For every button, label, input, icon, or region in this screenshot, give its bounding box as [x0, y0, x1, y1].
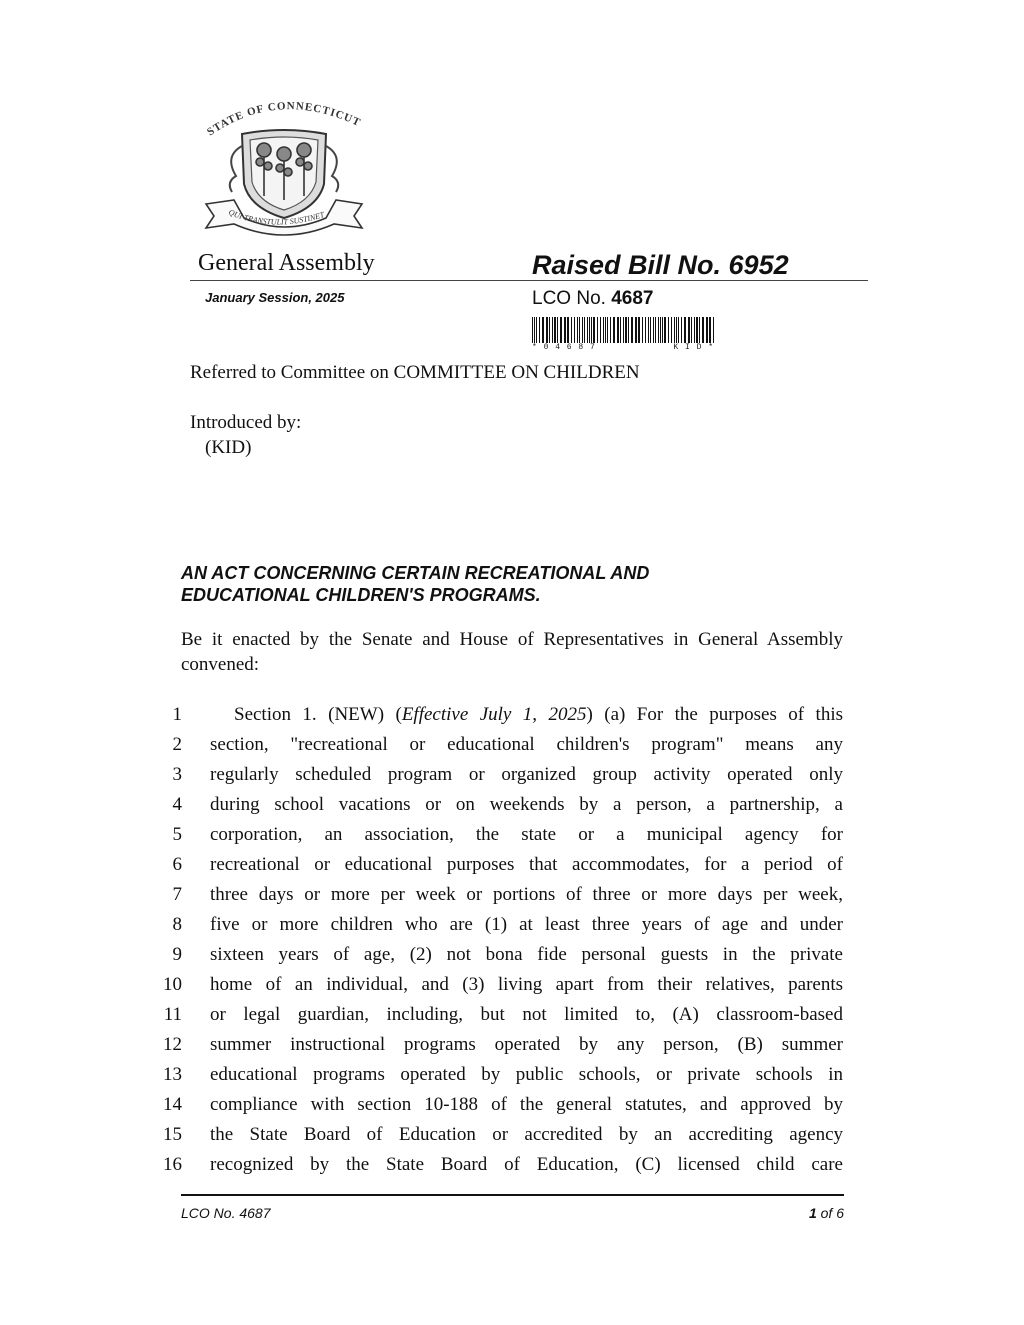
barcode-bar: [645, 317, 646, 343]
seal-top-text: STATE OF CONNECTICUT: [205, 100, 363, 139]
barcode-bar: [546, 317, 548, 343]
committee-referral: Referred to Committee on COMMITTEE ON CHILDREN: [190, 362, 640, 383]
line-text: regularly scheduled program or organized group activity operated only: [210, 764, 843, 785]
barcode-bar: [625, 317, 627, 343]
barcode-bar: [623, 317, 624, 343]
line-text: three days or more per week or portions of three or more days per week,: [210, 884, 843, 905]
act-title: [181, 562, 741, 606]
bill-line: [150, 1002, 850, 1032]
barcode-bar: [681, 317, 682, 343]
line-text: or legal guardian, including, but not limited to, (A) classroom-based: [210, 1004, 843, 1025]
barcode-bar: [691, 317, 692, 343]
barcode-bar: [688, 317, 690, 343]
barcode-bar: [684, 317, 686, 343]
session-label: January Session, 2025: [205, 290, 345, 305]
barcode-bar: [610, 317, 611, 343]
barcode-bar: [699, 317, 700, 343]
barcode-bar: [577, 317, 578, 343]
barcode-bar: [557, 317, 558, 343]
act-title-line-2: EDUCATIONAL CHILDREN'S PROGRAMS.: [181, 585, 541, 605]
line-text: five or more children who are (1) at least three years of age and under: [210, 914, 843, 935]
page-total: of 6: [820, 1205, 844, 1221]
page-number: 1: [808, 1205, 817, 1221]
bill-line: [150, 852, 850, 882]
header-divider: [190, 280, 868, 281]
bill-text: [150, 702, 850, 1182]
barcode-bar: [642, 317, 643, 343]
barcode-bar: [662, 317, 663, 343]
line-number: 15: [163, 1124, 182, 1145]
line-number: 13: [163, 1064, 182, 1085]
barcode-bar: [628, 317, 629, 343]
barcode-bar: [554, 317, 556, 343]
line-text: home of an individual, and (3) living apart from their relatives, parents: [210, 974, 843, 995]
barcode-caption: [532, 343, 714, 352]
bill-line: [150, 912, 850, 942]
barcode-bar: [536, 317, 537, 343]
connecticut-state-seal: [198, 96, 370, 244]
bill-line: [150, 972, 850, 1002]
barcode-bar: [655, 317, 656, 343]
barcode-bar: [668, 317, 669, 343]
bill-number: Raised Bill No. 6952: [532, 250, 789, 280]
barcode-bar: [713, 317, 714, 343]
bill-line: [150, 822, 850, 852]
lco-number: [532, 288, 653, 310]
barcode-bar: [534, 317, 535, 343]
barcode-bar: [584, 317, 585, 343]
general-assembly-label: General Assembly: [198, 250, 375, 276]
bill-line: [150, 1092, 850, 1122]
barcode-bar: [696, 317, 698, 343]
barcode-bar: [597, 317, 598, 343]
barcode-bar: [567, 317, 569, 343]
bill-line: [150, 1062, 850, 1092]
page-indicator: [744, 1205, 844, 1221]
line-text: recognized by the State Board of Education, (C) licensed child care: [210, 1154, 843, 1175]
barcode-bar: [709, 317, 711, 343]
footer-divider: [181, 1194, 844, 1196]
barcode-bar: [648, 317, 649, 343]
barcode-caption-left: * 0 4 6 8 7: [532, 343, 596, 352]
line-text: compliance with section 10-188 of the general statutes, and approved by: [210, 1094, 843, 1115]
seal-motto: QUI TRANSTULIT SUSTINET: [227, 207, 326, 227]
lco-prefix: LCO No.: [532, 288, 606, 309]
barcode-bar: [582, 317, 583, 343]
barcode-bar: [664, 317, 666, 343]
barcode-bar: [617, 317, 619, 343]
effective-date: Effective July 1, 2025: [401, 704, 587, 725]
line-text: during school vacations or on weekends by a person, a partnership, a: [210, 794, 843, 815]
bill-line: [150, 732, 850, 762]
barcode-bar: [607, 317, 608, 343]
bill-line: [150, 702, 850, 732]
barcode-bar: [560, 317, 562, 343]
bill-line: [150, 1152, 850, 1182]
barcode-bar: [603, 317, 604, 343]
bill-line: [150, 942, 850, 972]
barcode-bar: [587, 317, 588, 343]
barcode-bar: [574, 317, 575, 343]
barcode-bar: [671, 317, 672, 343]
line-text: sixteen years of age, (2) not bona fide personal guests in the private: [210, 944, 843, 965]
bill-line: [150, 882, 850, 912]
bill-line: [150, 1122, 850, 1152]
barcode-bar: [564, 317, 566, 343]
barcode-bar: [635, 317, 637, 343]
line-number: 1: [172, 704, 182, 725]
act-title-line-1: AN ACT CONCERNING CERTAIN RECREATIONAL AND: [181, 563, 650, 583]
barcode-bar: [660, 317, 661, 343]
barcode-bar: [571, 317, 572, 343]
line-text: summer instructional programs operated by any person, (B) summer: [210, 1034, 843, 1055]
line-number: 4: [172, 794, 182, 815]
barcode-bar: [676, 317, 677, 343]
line-number: 11: [163, 1004, 182, 1025]
lco-value: 4687: [611, 288, 654, 309]
bill-line: [150, 1032, 850, 1062]
footer-lco: LCO No. 4687: [181, 1205, 271, 1221]
barcode-caption-right: K I D *: [673, 343, 714, 352]
barcode-bar: [653, 317, 654, 343]
barcode-bar: [631, 317, 633, 343]
bill-line: [150, 762, 850, 792]
line-text: [234, 702, 843, 728]
introduced-by-label: Introduced by:: [190, 412, 302, 433]
line-number: 9: [172, 944, 182, 965]
barcode-bar: [532, 317, 533, 343]
barcode-bar: [613, 317, 615, 343]
line-number: 5: [172, 824, 182, 845]
line-text: educational programs operated by public schools, or private schools in: [210, 1064, 843, 1085]
section-prefix: Section 1. (NEW) (: [234, 704, 402, 725]
line-text: recreational or educational purposes that accommodates, for a period of: [210, 854, 843, 875]
line-text: corporation, an association, the state or a municipal agency for: [210, 824, 843, 845]
barcode-bar: [542, 317, 544, 343]
introduced-by-value: (KID): [205, 437, 252, 458]
line-number: 12: [163, 1034, 182, 1055]
line-number: 2: [172, 734, 182, 755]
barcode-bar: [694, 317, 695, 343]
line-text: section, "recreational or educational children's program" means any: [210, 734, 843, 755]
barcode-bar: [702, 317, 704, 343]
barcode-bar: [674, 317, 675, 343]
line-number: 8: [172, 914, 182, 935]
barcode-bar: [605, 317, 606, 343]
barcode-bar: [706, 317, 708, 343]
barcode-bar: [579, 317, 580, 343]
line-number: 10: [163, 974, 182, 995]
barcode-bar: [650, 317, 651, 343]
barcode-bar: [589, 317, 590, 343]
barcode-bar: [549, 317, 550, 343]
section-suffix: ) (a) For the purposes of this: [586, 704, 843, 725]
barcode-bar: [620, 317, 621, 343]
line-number: 3: [172, 764, 182, 785]
barcode-bar: [552, 317, 553, 343]
barcode-bar: [678, 317, 679, 343]
barcode-bar: [638, 317, 640, 343]
barcode-bar: [658, 317, 659, 343]
enacting-clause: Be it enacted by the Senate and House of Representatives in General Assembly convened:: [181, 629, 843, 675]
barcode-bar: [539, 317, 540, 343]
line-number: 14: [163, 1094, 182, 1115]
line-number: 6: [172, 854, 182, 875]
barcode-bar: [600, 317, 601, 343]
line-number: 7: [172, 884, 182, 905]
line-number: 16: [163, 1154, 182, 1175]
barcode: [532, 317, 714, 343]
bill-line: [150, 792, 850, 822]
barcode-bar: [591, 317, 592, 343]
barcode-bar: [593, 317, 595, 343]
line-text: the State Board of Education or accredited by an accrediting agency: [210, 1124, 843, 1145]
